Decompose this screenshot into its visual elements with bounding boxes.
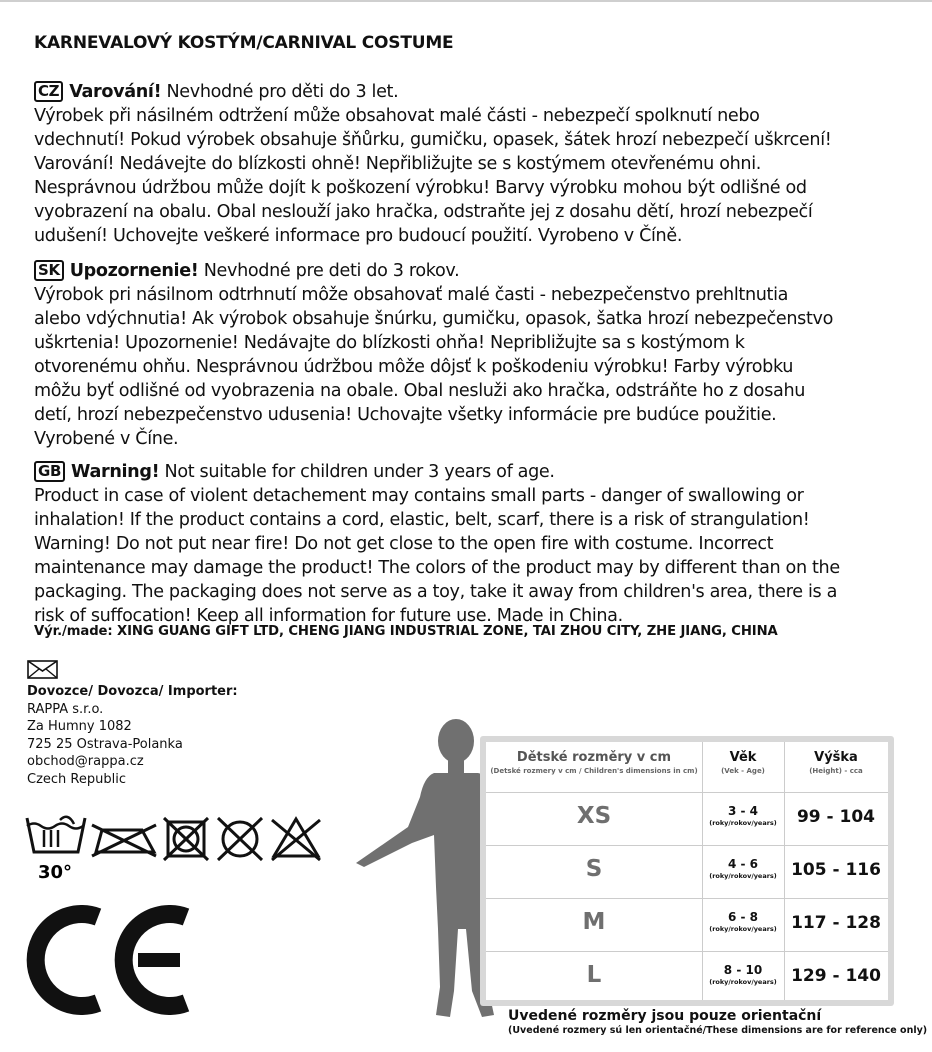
size-note-sub: (Uvedené rozmery sú len orientačné/These dimensions are for reference only) [508,1025,928,1036]
page-title: KARNEVALOVÝ KOSTÝM/CARNIVAL COSTUME [34,33,454,53]
header-dimensions-title: Dětské rozměry v cm [516,750,672,765]
cz-heading-line [34,80,919,104]
age-value: 3 - 4 [727,804,759,818]
gb-text-line: inhalation! If the product contains a cord, elastic, belt, scarf, there is a risk of strangulation! [34,510,810,530]
english-warning-block [34,460,919,628]
header-dimensions [486,750,702,775]
do-not-dry-clean-icon [218,818,262,860]
age-unit: (roky/rokov/years) [709,872,777,880]
gb-text-line: Warning! Do not put near fire! Do not get close to the open fire with costume. Incorrect [34,534,774,554]
sk-text-line: môžu byť odlišné od vyobrazenia na obale. Obal nesluži ako hračka, odstráňte ho z dosahu [34,381,806,401]
size-chart-table [486,742,888,1000]
header-age-title: Věk [729,750,757,765]
envelope-icon [27,660,58,679]
gb-lead-text: Not suitable for children under 3 years of age. [159,462,555,482]
cz-text-line: vyobrazení na obalu. Obal neslouží jako hračka, odstraňte jej z dosahu dětí, hrozí nebezpečí [34,202,813,222]
age-cell [702,963,784,986]
header-dimensions-sub: (Detské rozmery v cm / Children's dimensions in cm) [490,767,698,775]
age-cell [702,910,784,933]
size-label: L [586,962,602,988]
age-unit: (roky/rokov/years) [709,925,777,933]
height-value: 117 - 128 [791,913,881,933]
header-age [702,750,784,775]
size-row [486,952,888,1004]
sk-text-line: Vyrobené v Číne. [34,429,179,449]
size-row [486,899,888,952]
cz-text-line: Výrobek při násilném odtržení může obsahovat malé části - nebezpečí spolknutí nebo [34,106,760,126]
size-row [486,793,888,846]
importer-email: obchod@rappa.cz [27,754,144,769]
importer-line: Za Humny 1082 [27,719,132,734]
slovak-warning-block [34,259,919,451]
size-note-main: Uvedené rozměry jsou pouze orientační [508,1008,822,1024]
importer-label: Dovozce/ Dovozca/ Importer: [27,684,238,699]
do-not-tumble-dry-icon [164,818,208,860]
gb-text-line: risk of suffocation! Keep all information for future use. Made in China. [34,606,623,626]
header-height [784,750,888,775]
age-value: 6 - 8 [727,910,759,924]
height-value: 105 - 116 [791,860,881,880]
top-border [0,0,932,2]
wash-temperature: 30° [38,862,73,883]
hand-wash-icon [27,817,85,883]
gb-heading-line [34,460,919,484]
age-unit: (roky/rokov/years) [709,819,777,827]
importer-line: 725 25 Ostrava-Polanka [27,736,183,752]
size-label: M [582,909,606,935]
sk-text-line: detí, hrozí nebezpečenstvo udusenia! Uchovajte všetky informácie pre budúce použitie. [34,405,777,425]
age-cell [702,804,784,827]
size-chart-header [486,742,888,793]
sk-text-line: uškrtenia! Upozornenie! Nedávajte do blízkosti ohňa! Nepribližujte sa s kostýmom k [34,333,745,353]
gb-text-line: maintenance may damage the product! The colors of the product may by different than on the [34,558,840,578]
sk-text-line: Výrobok pri násilnom odtrhnutí môže obsahovať malé časti - nebezpečenstvo prehltnutia [34,285,789,305]
do-not-bleach-icon [272,819,320,860]
height-value: 99 - 104 [796,807,876,827]
sk-lead-text: Nevhodné pre deti do 3 rokov. [198,261,460,281]
cz-text-line: udušení! Uchovejte veškeré informace pro budoucí použití. Vyrobeno v Číně. [34,226,683,246]
size-label: S [585,856,603,882]
sk-text-line: alebo vdýchnutia! Ak výrobok obsahuje šnúrku, gumičku, opasok, šatka hrozí nebezpečenstvo [34,309,834,329]
ce-mark-icon [20,905,195,1015]
age-cell [702,857,784,880]
gb-warning-label: Warning! [71,462,160,482]
cz-warning-label: Varování! [69,82,162,102]
age-value: 4 - 6 [727,857,759,871]
cz-language-badge: CZ [34,81,63,102]
size-note [508,1008,927,1036]
size-label: XS [576,803,612,829]
cz-lead-text: Nevhodné pro děti do 3 let. [161,82,399,102]
importer-address [27,683,238,788]
gb-text-line: packaging. The packaging does not serve as a toy, take it away from children's area, there is a [34,582,838,602]
cz-text-line: vdechnutí! Pokud výrobek obsahuje šňůrku, gumičku, opasek, šátek hrozí nebezpečí uškrcení! [34,130,832,150]
sk-heading-line [34,259,919,283]
cz-text-line: Varování! Nedávejte do blízkosti ohně! Nepřibližujte se s kostýmem otevřenému ohni. [34,154,761,174]
sk-warning-label: Upozornenie! [69,261,199,281]
czech-warning-block [34,80,919,248]
sk-language-badge: SK [34,260,64,281]
sk-text-line: otvorenému ohňu. Nesprávnou údržbou môže dôjsť k poškodeniu výrobku! Farby výrobku [34,357,794,377]
manufacturer-line: Výr./made: XING GUANG GIFT LTD, CHENG JIANG INDUSTRIAL ZONE, TAI ZHOU CITY, ZHE JIANG, CHINA [34,624,778,639]
cz-text-line: Nesprávnou údržbou může dojít k poškození výrobku! Barvy výrobku mohou být odlišné od [34,178,807,198]
header-height-title: Výška [814,750,858,765]
importer-line: Czech Republic [27,771,126,787]
size-row [486,846,888,899]
gb-language-badge: GB [34,461,65,482]
care-symbols [24,810,324,885]
height-value: 129 - 140 [791,966,881,986]
age-value: 8 - 10 [723,963,763,977]
header-height-sub: (Height) - cca [809,767,863,775]
importer-line: RAPPA s.r.o. [27,701,104,717]
gb-text-line: Product in case of violent detachement may contains small parts - danger of swallowing or [34,486,804,506]
age-unit: (roky/rokov/years) [709,978,777,986]
header-age-sub: (Vek - Age) [721,767,765,775]
size-chart [480,736,894,1006]
do-not-iron-icon [92,825,156,856]
